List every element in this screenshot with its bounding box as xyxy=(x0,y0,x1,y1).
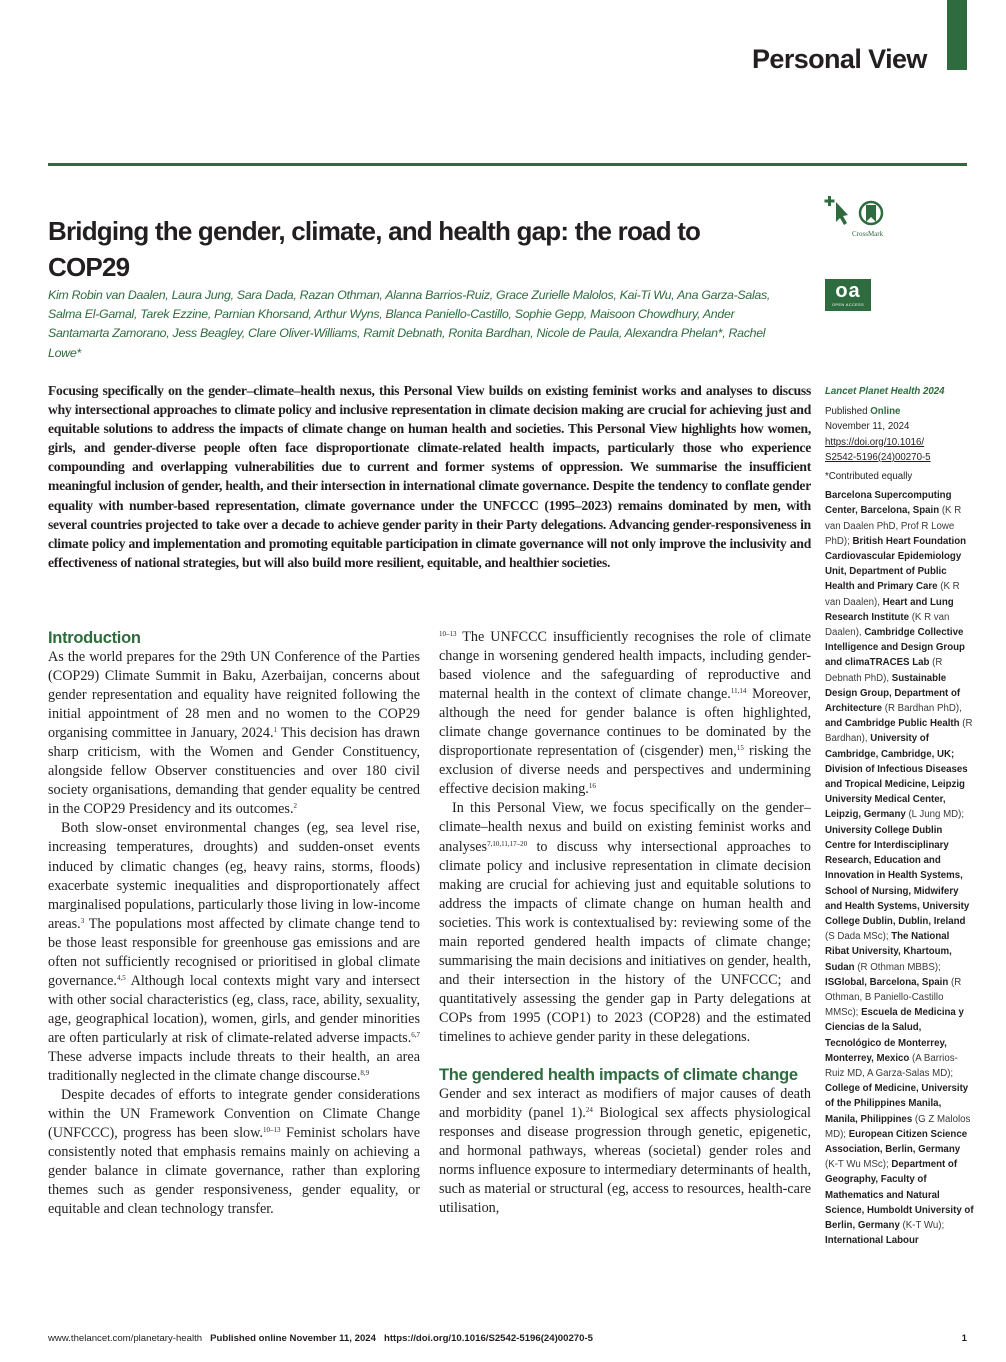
journal-citation: Lancet Planet Health 2024 xyxy=(825,386,945,397)
header-rule xyxy=(48,163,967,166)
published-line: Published Online xyxy=(825,406,901,418)
section-heading: The gendered health impacts of climate change xyxy=(439,1066,798,1085)
published-date: November 11, 2024 xyxy=(825,421,910,433)
page-footer xyxy=(48,1333,967,1344)
contributed-note: *Contributed equally xyxy=(825,471,913,483)
section-color-tab xyxy=(947,0,967,70)
abstract: Focusing specifically on the gender–climate–health nexus, this Personal View builds on existing feminist works and analyses to discuss why intersectional approaches to climate policy and inclusive representation in climate decision making are crucial for achieving just and equitable solutions to address the impacts of climate change on human health and societies. This Personal View highlights how women, girls, and gender-diverse people often face disproportionate climate-related health impacts, particularly those who experience compounding and overlapping vulnerabilities due to current and former systems of oppression. We summarise the insufficient meaningful inclusion of gender, health, and their intersection in international climate governance. Despite the tendency to conflate gender equality with number-based representation, climate governance under the UNFCCC (1995–2023) remains dominated by men, with several countries projected to take over a decade to achieve gender parity in their Party delegations. Advancing gender-responsiveness in climate policy and implementation and promoting equitable participation in climate governance will not only improve the inclusivity and effectiveness of national strategies, but will also build more resilient, equitable, and healthier societies. xyxy=(48,383,811,570)
doi-link-line-1[interactable]: https://doi.org/10.1016/ xyxy=(825,436,925,448)
oa-logo-text: oa xyxy=(835,280,861,302)
paragraph: As the world prepares for the 29th UN Conference of the Parties (COP29) Climate Summit in Baku, Azerbaijan, concerns about gender representation and equality have reignited following the initial appointment of 28 men and no women to the COP29 organising committee in January, 2024.$^1$ This decision has drawn sharp criticism, with the Women and Gender Constituency, alongside fellow Observer constituencies and over 180 civil society organisations, demanding that gender equality be centred in the COP29 Presidency and its outcomes.$^2$ xyxy=(48,649,420,818)
section-label: Personal View xyxy=(752,44,927,74)
paragraph: Gender and sex interact as modifiers of major causes of death and morbidity (panel 1).$^{24}$ Biological sex affects physiological responses and disease progression through genetic, epigenetic, and hormonal pathways, whereas (societal) gender roles and norms influence exposure to intermediary determinants of health, such as material or structural (eg, access to resources, health-care utilisation, xyxy=(439,1086,811,1217)
introduction-heading: Introduction xyxy=(48,629,141,647)
footer-site-link[interactable]: www.thelancet.com/planetary-health xyxy=(48,1333,203,1344)
crossmark-badge[interactable] xyxy=(824,192,894,242)
sidebar xyxy=(825,384,975,1248)
article-title: Bridging the gender, climate, and health gap: the road to COP29 xyxy=(48,216,701,283)
page-number: 1 xyxy=(961,1333,967,1344)
oa-caption: OPEN ACCESS xyxy=(832,302,864,307)
paragraph-continued: $^{10-13}$ The UNFCCC insufficiently recognises the role of climate change in worsening gendered health impacts, including gender-based violence and the safeguarding of reproductive and maternal health in the context of climate change.$^{11,14}$ Moreover, although the need for gender balance is often highlighted, climate change governance continues to be dominated by the disproportionate representation of (cisgender) men,$^{15}$ risking the exclusion of diverse needs and perspectives and undermining effective decision making.$^{16}$ xyxy=(439,629,811,798)
body-column-1 xyxy=(48,628,420,1219)
footer-published: Published online November 11, 2024 xyxy=(210,1333,376,1344)
author-list: Kim Robin van Daalen, Laura Jung, Sara Dada, Razan Othman, Alanna Barrios-Ruiz, Grace Zurielle Malolos, Kai-Ti Wu, Ana Garza-Salas, Salma El-Gamal, Tarek Ezzine, Parnian Khorsand, Arthur Wyns, Blanca Paniello-Castillo, Sophie Gepp, Maisoon Chowdhury, Ander Santamarta Zamorano, Jess Beagley, Clare Oliver-Williams, Ramit Debnath, Ronita Bardhan, Nicole de Paula, Alexandra Phelan*, Rachel Lowe* xyxy=(48,288,771,360)
paragraph: Despite decades of efforts to integrate gender considerations within the UN Framework Convention on Climate Change (UNFCCC), progress has been slow.$^{10-13}$ Feminist scholars have consistently noted that emphasis remains mainly on achieving a gender balance in climate governance, rather than exploring themes such as gender responsiveness, gender equality, or equitable and clean technology transfer. xyxy=(48,1087,420,1218)
body-column-2 xyxy=(439,628,811,1218)
footer-doi-link[interactable]: https://doi.org/10.1016/S2542-5196(24)00270-5 xyxy=(383,1333,593,1344)
paragraph: Both slow-onset environmental changes (eg, sea level rise, increasing temperatures, droughts) and sudden-onset events induced by climatic changes (eg, heavy rains, storms, floods) exacerbate systemic inequalities and disproportionately affect marginalised populations, particularly those living in low-income areas.$^3$ The populations most affected by climate change tend to be those least responsible for greenhouse gas emissions and are often not sufficiently recognised or prioritised in global climate governance.$^{4,5}$ Although local contexts might vary and intersect with other social characteristics (eg, class, race, ability, sexuality, age, geographical location), women, girls, and gender minorities are often particularly at risk of climate-related adverse impacts.$^{6,7}$ These adverse impacts include threats to their health, an area traditionally neglected in the climate change discourse.$^{8,9}$ xyxy=(48,820,420,1085)
affiliations: Barcelona Supercomputing Center, Barcelona, Spain (K R van Daalen PhD, Prof R Lowe PhD); British Heart Foundation Cardiovascular Epidemiology Unit, Department of Public Health and Primary Care (K R van Daalen), Heart and Lung Research Institute (K R van Daalen), Cambridge Collective Intelligence and Design Group and climaTRACES Lab (R Debnath PhD), Sustainable Design Group, Department of Architecture (R Bardhan PhD), and Cambridge Public Health (R Bardhan), University of Cambridge, Cambridge, UK; Division of Infectious Diseases and Tropical Medicine, Leipzig University Medical Center, Leipzig, Germany (L Jung MD); University College Dublin Centre for Interdisciplinary Research, Education and Innovation in Health Systems, School of Nursing, Midwifery and Health Systems, University College Dublin, Dublin, Ireland (S Dada MSc); The National Ribat University, Khartoum, Sudan (R Othman MBBS); ISGlobal, Barcelona, Spain (R Othman, B Paniello-Castillo MMSc); Escuela de Medicina y Ciencias de la Salud, Tecnológico de Monterrey, Monterrey, Mexico (A Barrios-Ruiz MD, A Garza-Salas MD); College of Medicine, University of the Philippines Manila, Manila, Philippines (G Z Malolos MD); European Citizen Science Association, Berlin, Germany (K-T Wu MSc); Department of Geography, Faculty of Mathematics and Natural Science, Humboldt University of Berlin, Germany (K-T Wu); International Labour xyxy=(825,490,974,1247)
paragraph: In this Personal View, we focus specifically on the gender–climate–health nexus and build on existing feminist works and analyses$^{7,10,11,17-20}$ to discuss why intersectional approaches to climate policy and inclusive representation in climate decision making are crucial for achieving just and equitable solutions to address the impacts of climate change on human health and societies. This work is contextualised by: reviewing some of the main reported gendered health impacts of climate change; summarising the main decisions and initiatives on gender, health, and their intersection in the history of the UNFCCC; and quantitatively assessing the gender gap in Party delegations at COPs from 1995 (COP1) to 2023 (COP28) and the estimated timelines to achieve gender parity in these delegations. xyxy=(439,800,811,1045)
doi-link-line-2[interactable]: S2542-5196(24)00270-5 xyxy=(825,451,931,463)
crossmark-label: CrossMark xyxy=(852,230,884,238)
open-access-badge xyxy=(825,279,871,311)
